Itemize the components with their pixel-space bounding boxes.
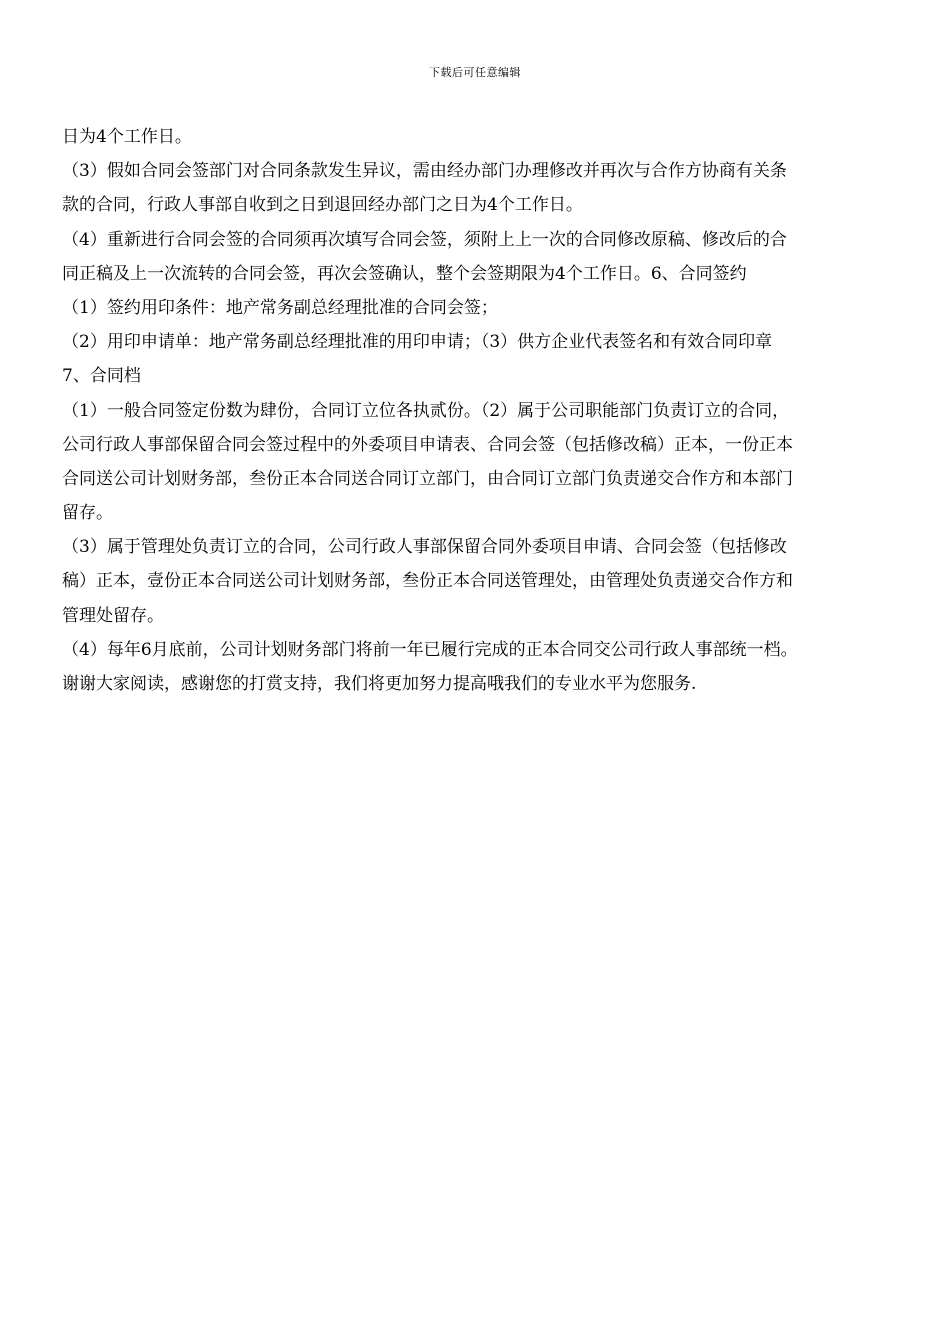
text-line: （4）每年6月底前，公司计划财务部门将前一年已履行完成的正本合同交公司行政人事部统一档。	[62, 639, 798, 660]
text-line: （3）假如合同会签部门对合同条款发生异议，需由经办部门办理修改并再次与合作方协商有关条	[62, 161, 787, 182]
text-line: （2）用印申请单：地产常务副总经理批准的用印申请；（3）供方企业代表签名和有效合同印章	[62, 332, 773, 353]
text-line: （3）属于管理处负责订立的合同，公司行政人事部保留合同外委项目申请、合同会签（包括修改	[62, 537, 787, 558]
text-line: （1）一般合同签定份数为肆份，合同订立位各执贰份。（2）属于公司职能部门负责订立的合同，	[62, 400, 790, 421]
text-line: （1）签约用印条件：地产常务副总经理批准的合同会签；	[62, 297, 498, 318]
document-body	[62, 120, 888, 701]
text-line: 稿）正本，壹份正本合同送公司计划财务部，叁份正本合同送管理处，由管理处负责递交合作方和	[62, 571, 793, 592]
text-line: 合同送公司计划财务部，叁份正本合同送合同订立部门，由合同订立部门负责递交合作方和本部门	[62, 468, 793, 489]
text-line: 同正稿及上一次流转的合同会签，再次会签确认，整个会签期限为4个工作日。6、合同签约	[62, 263, 747, 284]
closing-line: 谢谢大家阅读，感谢您的打赏支持，我们将更加努力提高哦我们的专业水平为您服务.	[62, 674, 697, 694]
text-line: 日为4个工作日。	[62, 127, 192, 147]
text-line: 款的合同，行政人事部自收到之日到退回经办部门之日为4个工作日。	[62, 195, 583, 216]
page-header: 下载后可任意编辑	[429, 66, 521, 79]
text-line: 管理处留存。	[62, 605, 164, 626]
text-line: 公司行政人事部保留合同会签过程中的外委项目申请表、合同会签（包括修改稿）正本，一份正本	[62, 434, 793, 455]
text-line: （4）重新进行合同会签的合同须再次填写合同会签，须附上上一次的合同修改原稿、修改后的合	[62, 229, 787, 250]
text-line: 7、合同档	[62, 366, 141, 387]
text-line: 留存。	[62, 503, 113, 524]
